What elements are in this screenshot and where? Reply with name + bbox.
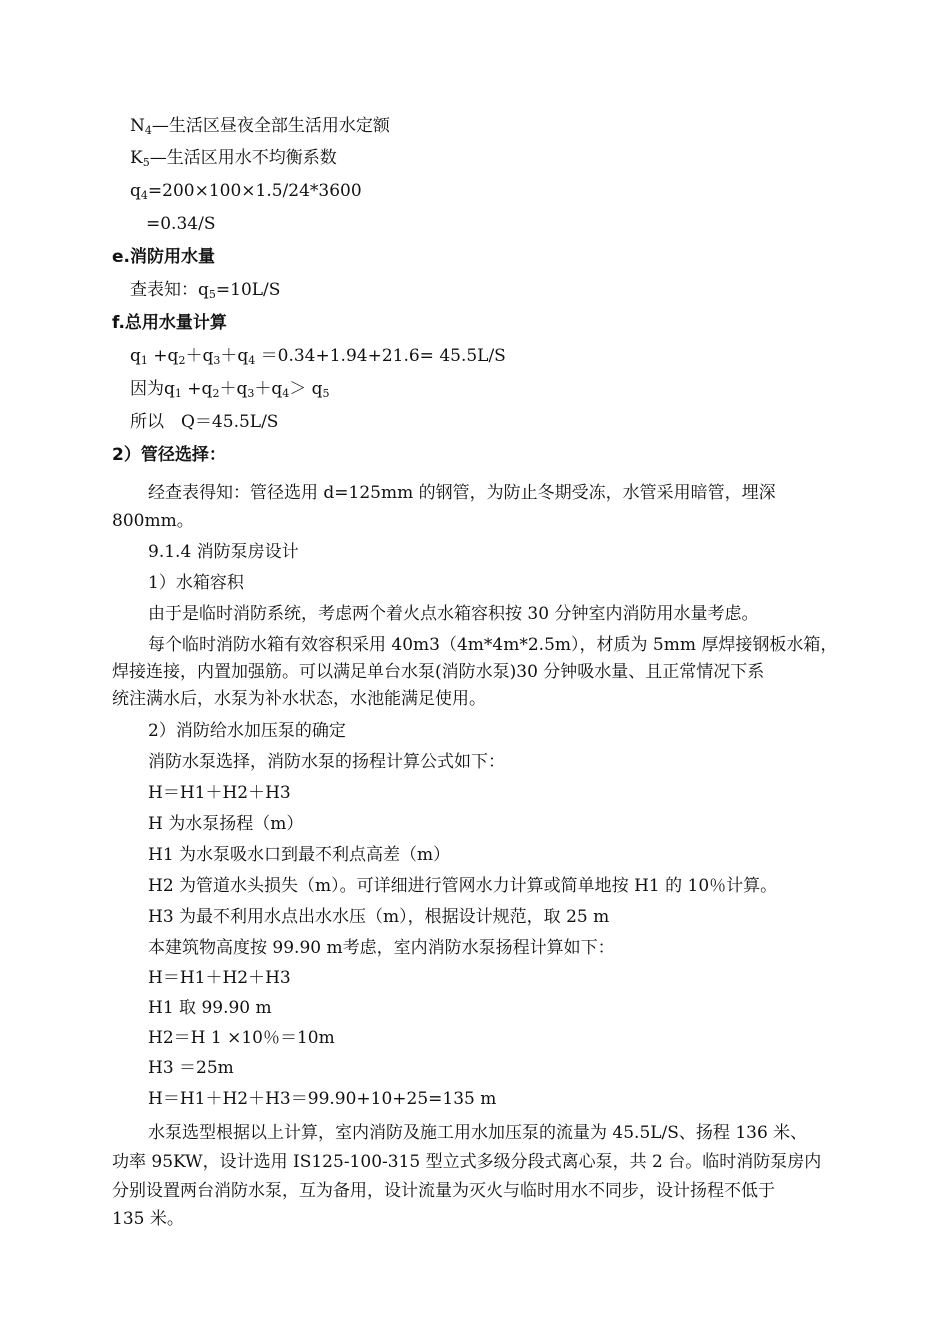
- k5-subscript: 5: [142, 156, 150, 169]
- tank-para-1: 由于是临时消防系统，考虑两个着火点水箱容积按 30 分钟室内消防用水量考虑。: [148, 604, 759, 624]
- sum-q1: $q_1$: [130, 346, 148, 367]
- q5-value: =10L/S: [215, 280, 281, 300]
- formula-h3-desc: H3 为最不利用水点出水水压（m），根据设计规范，取 25 m: [148, 907, 610, 927]
- pump-selection-line3: 分别设置两台消防水泵，互为备用，设计流量为灭火与临时用水不同步，设计扬程不低于: [112, 1181, 775, 1201]
- tank-para-2-line1: 每个临时消防水箱有效容积采用 40m3（4m*4m*2.5m），材质为 5mm 厚焊接钢板水箱，: [148, 635, 838, 655]
- n4-subscript: 4: [144, 124, 152, 137]
- section-f-heading: f.总用水量计算: [112, 313, 227, 333]
- building-height-para: 本建筑物高度按 99.90 m考虑，室内消防水泵扬程计算如下：: [148, 938, 615, 958]
- k5-definition: [130, 147, 337, 169]
- because-compare: ＞: [289, 379, 307, 399]
- formula-h-desc: H 为水泵扬程（m）: [148, 814, 304, 834]
- n4-symbol: N: [130, 116, 145, 136]
- calc-h1: H1 取 99.90 m: [148, 998, 272, 1018]
- because-q4: $q_4$: [271, 379, 290, 400]
- formula-h: H＝H1＋H2＋H3: [148, 783, 291, 803]
- calc-h3: H3 ＝25m: [148, 1058, 234, 1078]
- pump-selection-line2: 功率 95KW，设计选用 IS125-100-315 型立式多级分段式离心泵，共 2 台。临时消防泵房内: [112, 1152, 822, 1172]
- sum-q4: $q_4$: [237, 346, 256, 367]
- k5-description: —生活区用水不均衡系数: [149, 148, 337, 168]
- pump-selection-line1: 水泵选型根据以上计算，室内消防及施工用水加压泵的流量为 45.5L/S、扬程 136 米、: [148, 1123, 808, 1143]
- total-sum-line: $q_1 +q_2+q_3+q_4 =0.34+1.94+21.6= 45.5L/S$: [130, 346, 506, 367]
- calc-h: H＝H1＋H2＋H3: [148, 968, 291, 988]
- section-914-heading: 9.1.4 消防泵房设计: [148, 542, 299, 562]
- because-q5: $q_5$: [311, 379, 330, 400]
- because-line: 因为$q_1 +q_2+q_3+q_4> q_5$: [130, 379, 330, 400]
- pump-para-intro: 消防水泵选择，消防水泵的扬程计算公式如下：: [148, 752, 505, 772]
- q5-symbol: q: [198, 280, 209, 300]
- calc-h2: H2＝H 1 ×10％＝10m: [148, 1028, 335, 1048]
- sum-q3: $q_3$: [202, 346, 221, 367]
- q5-lookup: [130, 279, 280, 301]
- q4-symbol: q: [130, 181, 141, 201]
- section-e-heading: e.消防用水量: [112, 247, 215, 267]
- sum-result: ＝0.34+1.94+21.6= 45.5L/S: [260, 346, 506, 366]
- pump-heading: 2）消防给水加压泵的确定: [148, 721, 346, 741]
- calc-h-total: H＝H1＋H2＋H3＝99.90+10+25=135 m: [148, 1089, 497, 1109]
- because-q2: $q_2$: [201, 379, 220, 400]
- because-q1: $q_1$: [164, 379, 182, 400]
- formula-h1-desc: H1 为水泵吸水口到最不利点高差（m）: [148, 845, 451, 865]
- q4-expression: =200×100×1.5/24*3600: [147, 181, 362, 201]
- pipe-para-line1: 经查表得知：管径选用 d=125mm 的钢管，为防止冬期受冻，水管采用暗管，埋深: [148, 483, 776, 503]
- tank-volume-heading: 1）水箱容积: [148, 573, 244, 593]
- q4-formula: [130, 180, 362, 202]
- because-q3: $q_3$: [236, 379, 255, 400]
- therefore-line: 所以 Q＝45.5L/S: [130, 412, 279, 432]
- pipe-para-line2: 800mm。: [112, 511, 194, 531]
- formula-h2-desc: H2 为管道水头损失（m）。可详细进行管网水力计算或简单地按 H1 的 10％计算。: [148, 876, 778, 896]
- pump-selection-line4: 135 米。: [112, 1209, 184, 1229]
- tank-para-2-line3: 统注满水后，水泵为补水状态，水池能满足使用。: [112, 689, 486, 709]
- q4-subscript: 4: [140, 189, 148, 202]
- q5-lookup-prefix: 查表知：: [130, 280, 198, 300]
- k5-symbol: K: [130, 148, 143, 168]
- section-2-heading: 2）管径选择：: [112, 445, 226, 465]
- because-prefix: 因为: [130, 379, 164, 399]
- n4-description: —生活区昼夜全部生活用水定额: [151, 116, 390, 136]
- sum-q2: $q_2$: [167, 346, 186, 367]
- q4-result: =0.34/S: [146, 214, 216, 234]
- q5-subscript: 5: [208, 288, 216, 301]
- tank-para-2-line2: 焊接连接，内置加强筋。可以满足单台水泵(消防水泵)30 分钟吸水量、且正常情况下系: [112, 662, 765, 682]
- n4-definition: [130, 115, 390, 137]
